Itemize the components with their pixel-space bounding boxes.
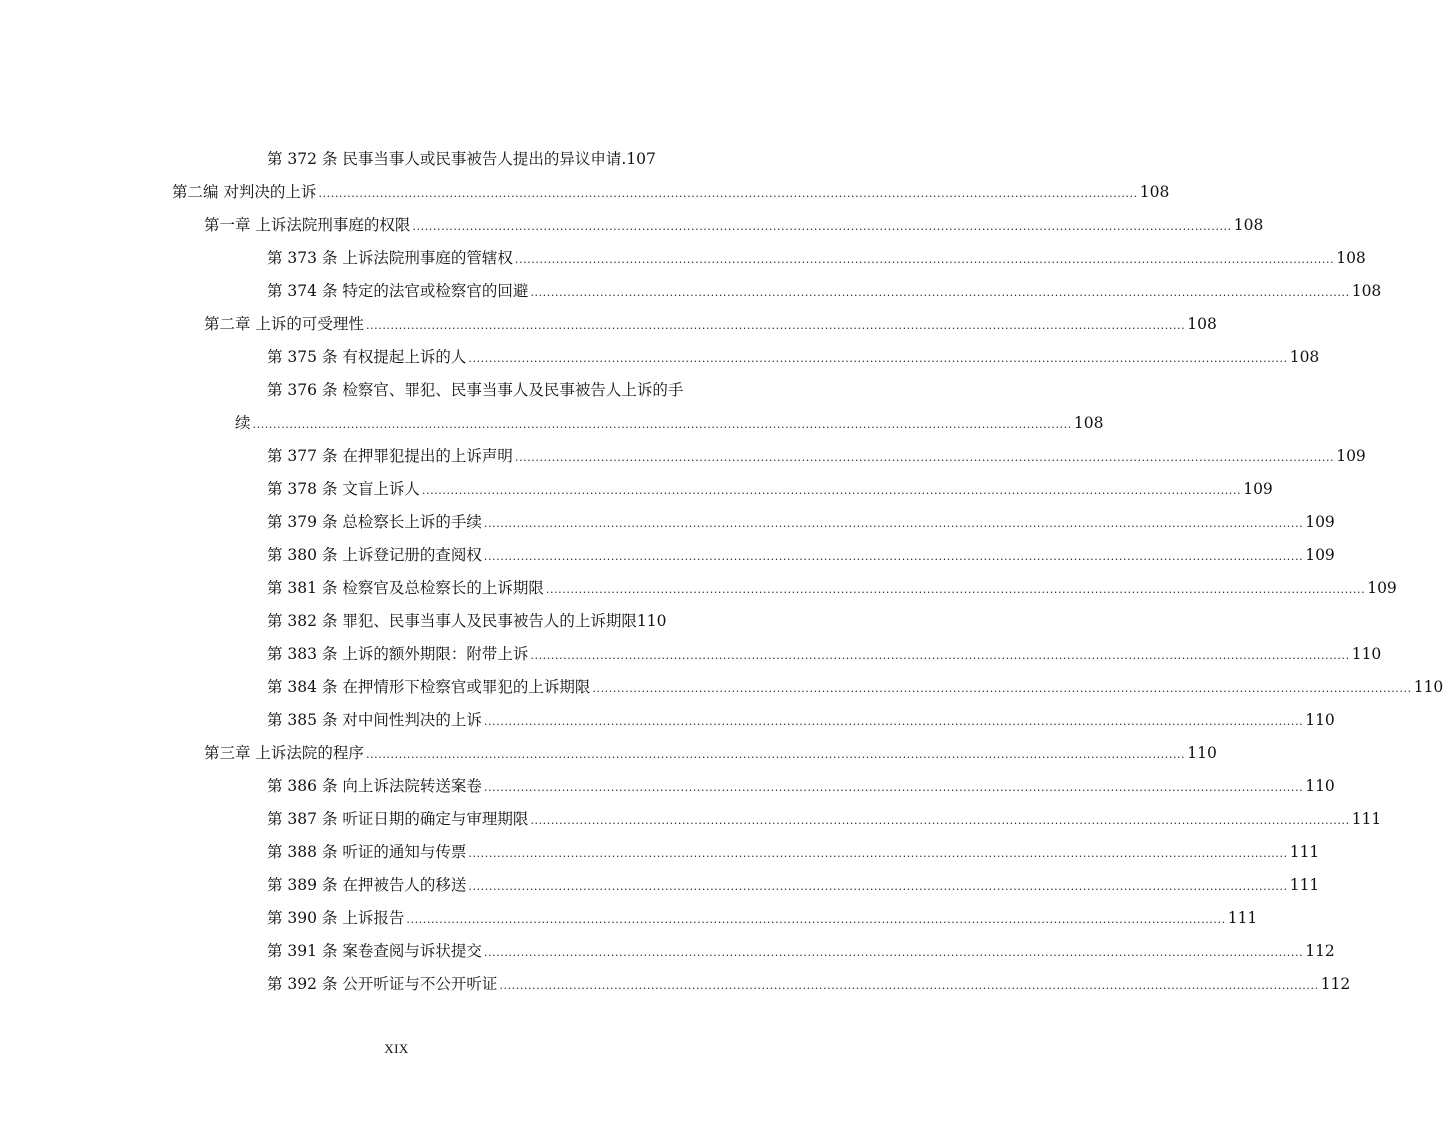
toc-dot-leader: ........................................................................................................................................................................................................ xyxy=(530,649,1350,662)
toc-entry-page: 109 xyxy=(1305,513,1335,531)
toc-entry-label: 第一章 上诉法院刑事庭的权限 xyxy=(204,216,411,234)
toc-entry-page: 108 xyxy=(1233,216,1264,234)
toc-entry-label: 第 375 条 有权提起上诉的人 xyxy=(267,348,467,366)
toc-dot-leader: ........................................................................................................................................................................................................ xyxy=(499,979,1319,992)
toc-entry-page: 110 xyxy=(1305,777,1335,795)
toc-dot-leader: ........................................................................................................................................................................................................ xyxy=(530,814,1350,827)
toc-entry-page: 112 xyxy=(1320,975,1351,993)
toc-entry-383[interactable] xyxy=(267,643,1382,665)
toc-entry-label: 第 379 条 总检察长上诉的手续 xyxy=(267,513,482,531)
toc-entry-separator: . xyxy=(621,150,627,168)
toc-entry-376-continuation[interactable] xyxy=(235,412,1104,434)
toc-entry-376[interactable] xyxy=(267,379,697,401)
toc-entry-label: 第 376 条 检察官、罪犯、民事当事人及民事被告人上诉的手 xyxy=(267,381,684,399)
toc-entry-page: 108 xyxy=(1187,315,1217,333)
toc-entry-381[interactable] xyxy=(267,577,1397,599)
toc-entry-label: 续 xyxy=(235,414,251,432)
toc-entry-page: 110 xyxy=(1305,711,1335,729)
toc-entry-page: 108 xyxy=(1289,348,1320,366)
toc-entry-378[interactable] xyxy=(267,478,1273,500)
toc-dot-leader: ........................................................................................................................................................................................................ xyxy=(365,319,1186,332)
toc-entry-388[interactable] xyxy=(267,841,1320,863)
toc-dot-leader: ........................................................................................................................................................................................................ xyxy=(592,682,1412,695)
toc-entry-375[interactable] xyxy=(267,346,1320,368)
toc-entry-label: 第 381 条 检察官及总检察长的上诉期限 xyxy=(267,579,544,597)
toc-entry-label: 第 388 条 听证的通知与传票 xyxy=(267,843,467,861)
toc-dot-leader: ........................................................................................................................................................................................................ xyxy=(365,748,1186,761)
toc-dot-leader: ........................................................................................................................................................................................................ xyxy=(483,715,1304,728)
toc-dot-leader: ........................................................................................................................................................................................................ xyxy=(468,847,1288,860)
toc-entry-chapter-2[interactable] xyxy=(204,313,1217,335)
toc-entry-label: 第 382 条 罪犯、民事当事人及民事被告人的上诉期限 xyxy=(267,612,637,630)
toc-entry-label: 第三章 上诉法院的程序 xyxy=(204,744,364,762)
toc-entry-374[interactable] xyxy=(267,280,1382,302)
toc-entry-page: 109 xyxy=(1305,546,1335,564)
toc-dot-leader: ........................................................................................................................................................................................................ xyxy=(530,286,1350,299)
toc-entry-label: 第 392 条 公开听证与不公开听证 xyxy=(267,975,498,993)
toc-entry-page: 108 xyxy=(1073,414,1104,432)
toc-entry-380[interactable] xyxy=(267,544,1335,566)
toc-entry-label: 第 374 条 特定的法官或检察官的回避 xyxy=(267,282,529,300)
toc-entry-page: 110 xyxy=(1187,744,1217,762)
toc-entry-label: 第二编 对判决的上诉 xyxy=(172,183,317,201)
toc-entry-372[interactable] xyxy=(267,148,687,170)
toc-entry-page: 110 xyxy=(1413,678,1443,696)
toc-entry-382[interactable] xyxy=(267,610,697,632)
toc-entry-page: 110 xyxy=(1351,645,1382,663)
toc-dot-leader: ........................................................................................................................................................................................................ xyxy=(483,517,1304,530)
toc-entry-379[interactable] xyxy=(267,511,1335,533)
toc-entry-label: 第 384 条 在押情形下检察官或罪犯的上诉期限 xyxy=(267,678,591,696)
page-number: XIX xyxy=(384,1041,409,1056)
toc-dot-leader: ........................................................................................................................................................................................................ xyxy=(468,352,1288,365)
toc-entry-392[interactable] xyxy=(267,973,1351,995)
toc-entry-384[interactable] xyxy=(267,676,1443,698)
toc-entry-page: 108 xyxy=(1336,249,1366,267)
toc-entry-chapter-3[interactable] xyxy=(204,742,1217,764)
toc-entry-label: 第 377 条 在押罪犯提出的上诉声明 xyxy=(267,447,513,465)
toc-entry-label: 第 380 条 上诉登记册的查阅权 xyxy=(267,546,482,564)
toc-entry-391[interactable] xyxy=(267,940,1335,962)
toc-entry-page: 111 xyxy=(1289,876,1320,894)
toc-entry-page: 109 xyxy=(1243,480,1273,498)
toc-entry-page: 108 xyxy=(1139,183,1170,201)
toc-entry-label: 第 387 条 听证日期的确定与审理期限 xyxy=(267,810,529,828)
toc-entry-385[interactable] xyxy=(267,709,1335,731)
toc-entry-page: 109 xyxy=(1367,579,1397,597)
toc-entry-page: 111 xyxy=(1351,810,1382,828)
toc-dot-leader: ........................................................................................................................................................................................................ xyxy=(483,781,1304,794)
toc-entry-label: 第 385 条 对中间性判决的上诉 xyxy=(267,711,482,729)
toc-dot-leader: ........................................................................................................................................................................................................ xyxy=(412,220,1232,233)
toc-entry-label: 第 391 条 案卷查阅与诉状提交 xyxy=(267,942,482,960)
toc-entry-label: 第 389 条 在押被告人的移送 xyxy=(267,876,467,894)
toc-dot-leader: ........................................................................................................................................................................................................ xyxy=(468,880,1288,893)
toc-dot-leader: ........................................................................................................................................................................................................ xyxy=(514,253,1335,266)
toc-entry-part-2[interactable] xyxy=(172,181,1170,203)
toc-entry-387[interactable] xyxy=(267,808,1382,830)
toc-entry-label: 第 372 条 民事当事人或民事被告人提出的异议申请 xyxy=(267,150,622,168)
toc-entry-label: 第二章 上诉的可受理性 xyxy=(204,315,364,333)
toc-dot-leader: ........................................................................................................................................................................................................ xyxy=(483,946,1304,959)
toc-entry-label: 第 373 条 上诉法院刑事庭的管辖权 xyxy=(267,249,513,267)
toc-dot-leader: ........................................................................................................................................................................................................ xyxy=(483,550,1304,563)
toc-dot-leader: ........................................................................................................................................................................................................ xyxy=(545,583,1366,596)
toc-entry-page: 111 xyxy=(1289,843,1320,861)
toc-dot-leader: ........................................................................................................................................................................................................ xyxy=(406,913,1226,926)
toc-entry-373[interactable] xyxy=(267,247,1366,269)
toc-entry-389[interactable] xyxy=(267,874,1320,896)
toc-entry-label: 第 386 条 向上诉法院转送案卷 xyxy=(267,777,482,795)
toc-dot-leader: ........................................................................................................................................................................................................ xyxy=(514,451,1335,464)
toc-entry-page: 108 xyxy=(1351,282,1382,300)
toc-entry-label: 第 378 条 文盲上诉人 xyxy=(267,480,420,498)
toc-dot-leader: ........................................................................................................................................................................................................ xyxy=(252,418,1072,431)
toc-entry-386[interactable] xyxy=(267,775,1335,797)
toc-entry-label: 第 383 条 上诉的额外期限：附带上诉 xyxy=(267,645,529,663)
toc-entry-page: 110 xyxy=(636,612,667,630)
toc-entry-377[interactable] xyxy=(267,445,1366,467)
toc-entry-page: 107 xyxy=(626,150,656,168)
toc-dot-leader: ........................................................................................................................................................................................................ xyxy=(318,187,1138,200)
toc-entry-page: 109 xyxy=(1336,447,1366,465)
toc-entry-page: 112 xyxy=(1305,942,1335,960)
toc-entry-page: 111 xyxy=(1227,909,1258,927)
toc-entry-chapter-1[interactable] xyxy=(204,214,1264,236)
toc-entry-label: 第 390 条 上诉报告 xyxy=(267,909,405,927)
toc-entry-390[interactable] xyxy=(267,907,1258,929)
toc-dot-leader: ........................................................................................................................................................................................................ xyxy=(421,484,1242,497)
